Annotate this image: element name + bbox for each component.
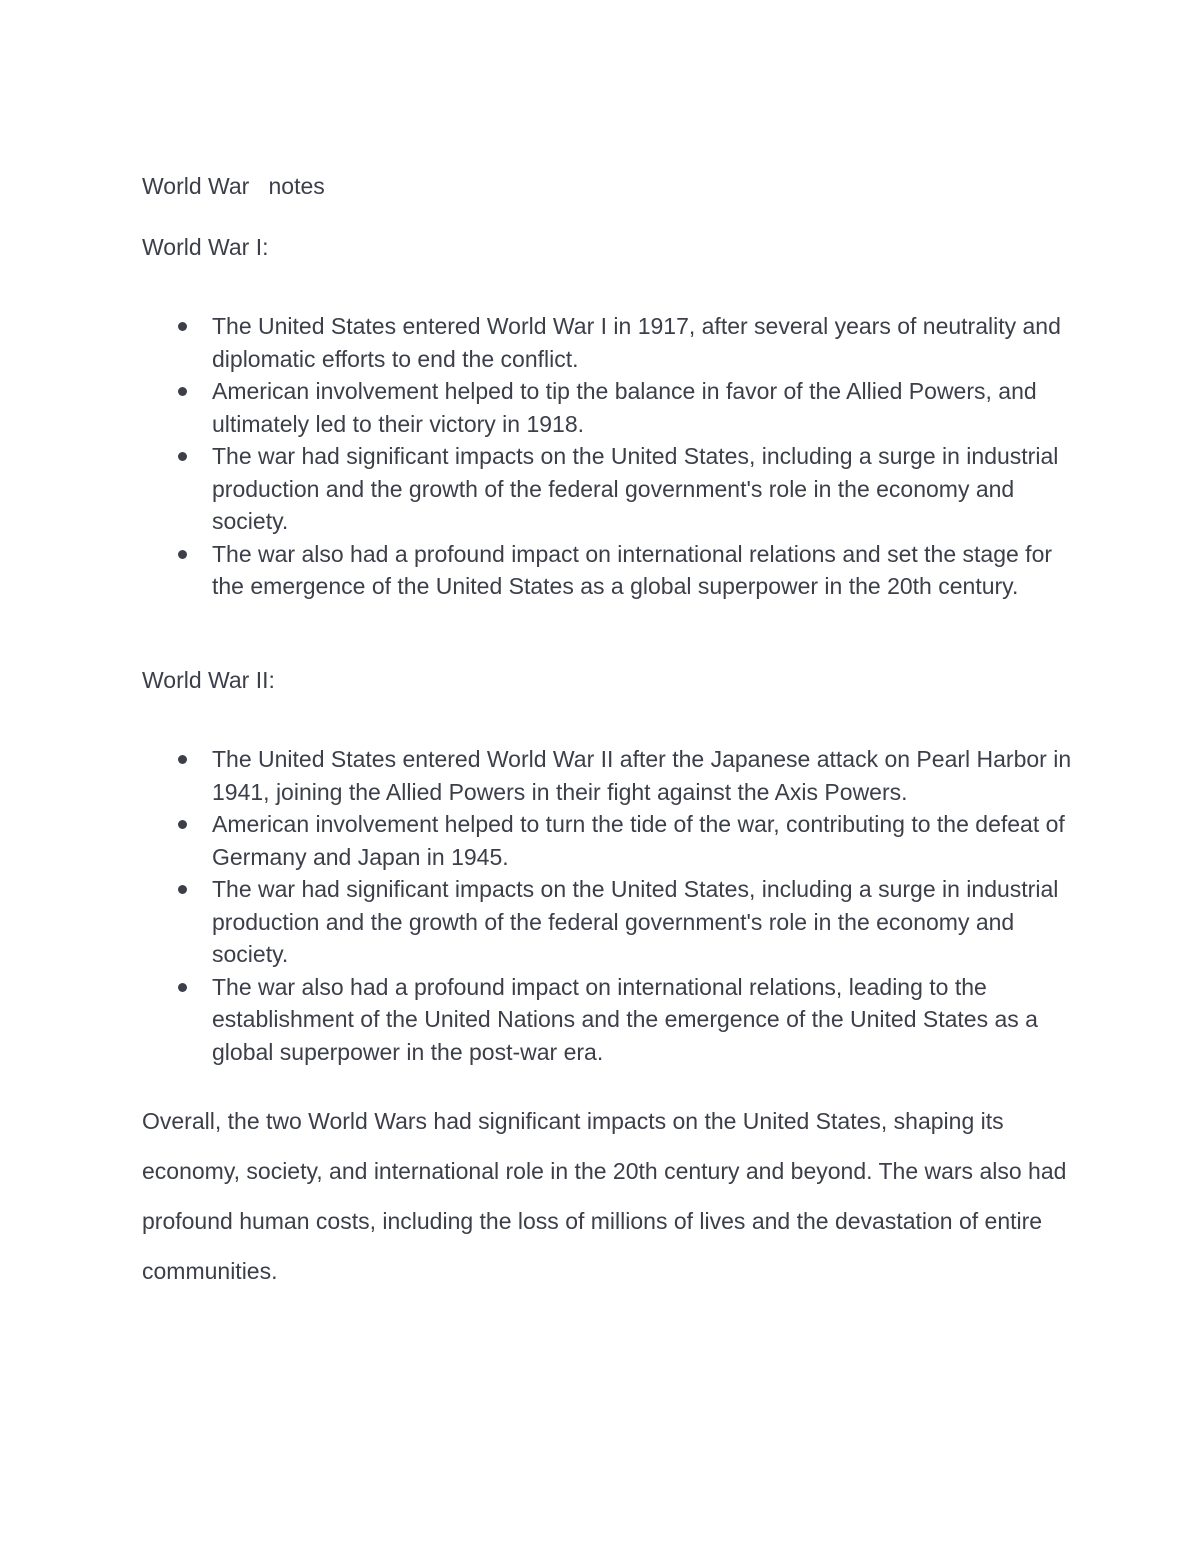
section-heading-wwi: World War I: bbox=[142, 234, 269, 260]
bullet-dot-icon bbox=[178, 983, 187, 992]
list-item bbox=[212, 375, 1072, 440]
list-item bbox=[212, 971, 1072, 1069]
list-item-text: The war also had a profound impact on international relations and set the stage for the emergence of the United States as a global superpower in the 20th century. bbox=[212, 540, 1053, 599]
bullet-list-wwi bbox=[212, 310, 1072, 603]
list-item-text: The war also had a profound impact on international relations, leading to the establishment of the United Nations and the emergence of the United States as a global superpower in the post-war era. bbox=[212, 973, 1038, 1065]
bullet-dot-icon bbox=[178, 755, 187, 764]
section-heading-wwii: World War II: bbox=[142, 667, 275, 693]
summary-paragraph: Overall, the two World Wars had significant impacts on the United States, shaping its economy, society, and international role in the 20th century and beyond. The wars also had profound human costs, including the loss of millions of lives and the devastation of entire communities. bbox=[142, 1108, 1067, 1284]
bullet-dot-icon bbox=[178, 322, 187, 331]
document-title: World War notes bbox=[142, 173, 325, 199]
bullet-dot-icon bbox=[178, 452, 187, 461]
list-item bbox=[212, 873, 1072, 971]
list-item-text: The war had significant impacts on the United States, including a surge in industrial production and the growth of the federal government's role in the economy and society. bbox=[212, 876, 1059, 967]
list-item bbox=[212, 310, 1072, 375]
list-item bbox=[212, 440, 1072, 538]
list-item-text: The war had significant impacts on the United States, including a surge in industrial production and the growth of the federal government's role in the economy and society. bbox=[212, 443, 1059, 534]
bullet-dot-icon bbox=[178, 820, 187, 829]
list-item bbox=[212, 808, 1072, 873]
list-item-text: The United States entered World War II after the Japanese attack on Pearl Harbor in 1941, joining the Allied Powers in their fight against the Axis Powers. bbox=[212, 746, 1072, 805]
bullet-dot-icon bbox=[178, 387, 187, 396]
bullet-dot-icon bbox=[178, 550, 187, 559]
list-item-text: American involvement helped to tip the balance in favor of the Allied Powers, and ultimately led to their victory in 1918. bbox=[212, 378, 1037, 437]
list-item bbox=[212, 538, 1072, 603]
list-item bbox=[212, 743, 1072, 808]
bullet-list-wwii bbox=[212, 743, 1072, 1068]
list-item-text: American involvement helped to turn the tide of the war, contributing to the defeat of Germany and Japan in 1945. bbox=[212, 811, 1065, 870]
bullet-dot-icon bbox=[178, 885, 187, 894]
list-item-text: The United States entered World War I in 1917, after several years of neutrality and diplomatic efforts to end the conflict. bbox=[212, 313, 1061, 372]
